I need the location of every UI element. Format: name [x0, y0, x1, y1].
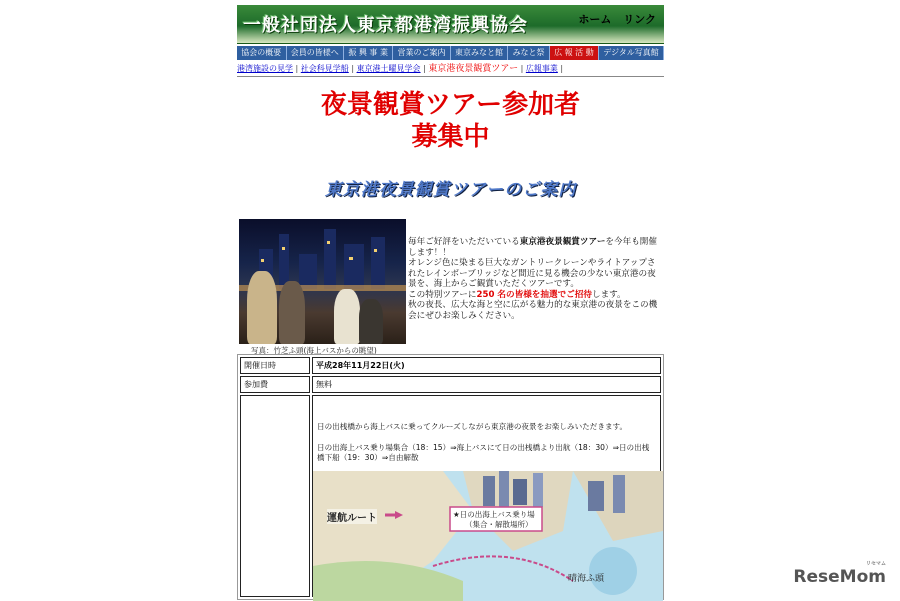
detail-line1: 日の出桟橋から海上バスに乗ってクルーズしながら東京港の夜景をお楽しみいただきます。 [317, 422, 628, 431]
intro-p2: オレンジ色に染まる巨大なガントリークレーンやライトアップされたレインボーブリッジなど間近に見る機会の少ない東京港の夜景を、海上からご観賞いただくツアーです。 [408, 258, 656, 289]
intro-p4: 秋の夜長、広大な海と空に広がる魅力的な東京港の夜景をこの機会にぜひお楽しみください。 [408, 300, 658, 321]
watermark-main: ReseMom [793, 567, 886, 587]
headline-line1: 夜景観賞ツアー参加者 [320, 90, 581, 120]
intro-p1b: 東京港夜景観賞ツアー [519, 237, 606, 247]
site-title[interactable]: 一般社団法人東京都港湾振興協会 [243, 15, 528, 36]
intro-p1c: を今年も開催します！！ [408, 237, 657, 258]
detail-label [240, 395, 310, 597]
route-map [313, 471, 663, 601]
intro-p3c: します。 [591, 289, 626, 300]
home-link[interactable]: ホーム [578, 13, 612, 26]
nav-digital-photo[interactable]: デジタル写真館 [599, 46, 664, 60]
link-link[interactable]: リンク [623, 13, 656, 26]
tour-guide-title: 東京港夜景観賞ツアーのご案内 [324, 180, 577, 200]
subnav-facility-tour[interactable]: 港湾施設の見学 [237, 64, 293, 73]
intro-section [237, 217, 664, 357]
intro-text [408, 237, 662, 321]
page-container [237, 5, 664, 584]
subnav-saturday-tour[interactable]: 東京港土曜見学会 [356, 64, 421, 73]
nav-about[interactable]: 協会の概要 [237, 46, 287, 60]
nav-minato-festival[interactable]: みなと祭 [508, 46, 550, 60]
boarding-sub-label: （集合・解散場所） [465, 520, 533, 529]
page-headline [237, 89, 664, 153]
fee-value: 無料 [312, 376, 661, 393]
nav-business[interactable]: 営業のご案内 [393, 46, 451, 60]
route-label: 運航ルート [327, 509, 377, 524]
date-label: 開催日時 [240, 357, 310, 374]
nav-members[interactable]: 会員の皆様へ [287, 46, 345, 60]
nav-minato-kan[interactable]: 東京みなと館 [451, 46, 509, 60]
fee-label: 参加費 [240, 376, 310, 393]
header-links [570, 11, 656, 27]
resemom-watermark [793, 561, 886, 587]
date-value: 平成28年11月22日(火) [312, 357, 661, 374]
sub-nav: 港湾施設の見学 | 社会科見学船 | 東京港土曜見学会 | 東京港夜景観賞ツアー | 広報事業 | [237, 62, 664, 77]
nav-promotion[interactable]: 振 興 事 業 [344, 46, 393, 60]
nav-pr-activities[interactable]: 広 報 活 動 [550, 46, 599, 60]
detail-line2: 日の出海上バス乗り場集合（18：15）⇒海上バスにて日の出桟橋より出航（18：30）⇒日の出桟橋下船（19：30）⇒自由解散 [317, 442, 650, 462]
boarding-label: ★日の出海上バス乗り場 [453, 510, 535, 519]
night-view-photo [239, 219, 406, 344]
harumi-pier-label: 晴海ふ頭 [568, 574, 605, 584]
site-banner [237, 5, 664, 44]
photo-caption: 写真：竹芝ふ頭(海上バスからの眺望) [251, 346, 377, 355]
intro-p3b: 250 名の皆様を抽選でご招待 [476, 289, 592, 300]
main-nav [237, 46, 664, 60]
table-row [240, 395, 661, 597]
subnav-pr-business[interactable]: 広報事業 [525, 64, 558, 73]
intro-p3a: この特別ツアーに [408, 289, 477, 300]
table-row [240, 376, 661, 393]
detail-text [313, 396, 660, 464]
map-graphic [313, 471, 663, 601]
watermark-tiny: リセマム [866, 561, 886, 567]
detail-cell [312, 395, 661, 597]
intro-p1a: 毎年ご好評をいただいている [408, 237, 520, 247]
tour-info-table [237, 354, 664, 600]
subnav-night-view-tour[interactable]: 東京港夜景観賞ツアー [428, 64, 519, 74]
subnav-study-ship[interactable]: 社会科見学船 [300, 64, 349, 73]
headline-line2: 募集中 [411, 122, 490, 152]
table-row [240, 357, 661, 374]
